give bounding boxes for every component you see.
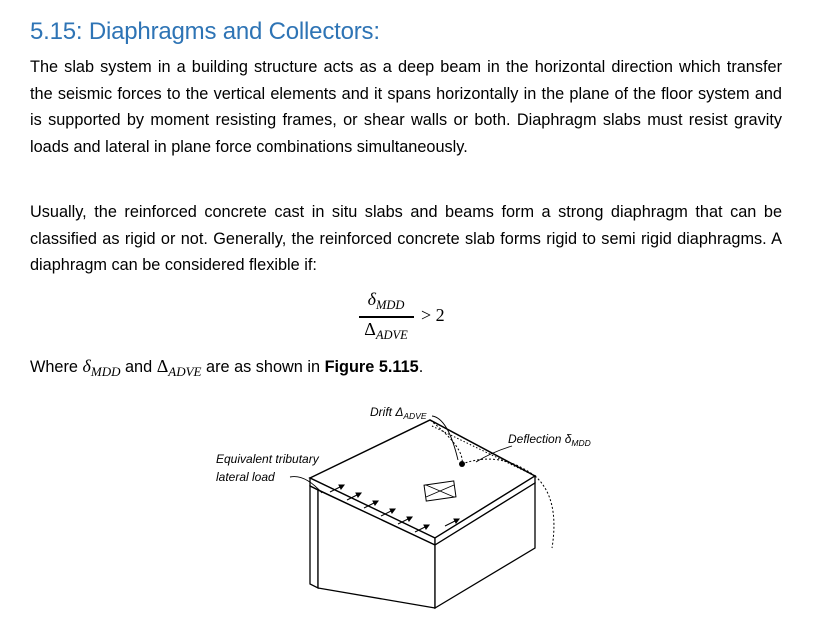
capital-delta-symbol: Δ [364,319,376,339]
section-heading [30,18,380,46]
formula-numerator [355,289,417,313]
deflected-shape-side [535,476,554,548]
where-line [30,356,423,380]
flexibility-formula [355,289,465,345]
deflection-label: Deflection $\delta_{MDD}$ [508,432,591,448]
where-suffix: are as shown in [201,358,325,376]
paragraph-slab-system: The slab system in a building structure acts as a deep beam in the horizontal direction which transfer the seismic forces to the vertical elements and it spans horizontally in the plane of the floor system and is supported by moment resisting frames, or shear walls or both. Diaphragm slabs must resist gravity loads and lateral in plane force combinations simultaneously. [30,58,782,156]
left-wall-edge [310,486,318,588]
drift-label: Drift $\Delta_{ADVE}$ [370,405,427,421]
figure-reference[interactable]: Figure 5.115 [324,358,419,376]
where-prefix: Where [30,358,83,376]
fraction-bar [359,316,414,318]
formula-relation: > 2 [421,305,445,325]
formula-denominator [355,319,417,343]
where-symbol-2: $\Delta_{ADVE}$ [156,356,202,379]
where-end: . [418,358,424,376]
section-number: 5.15: [30,18,83,45]
load-label-line-1: Equivalent tributary [216,452,319,466]
where-symbol-1: $\delta_{MDD}$ [82,356,121,379]
delta-symbol: δ [367,289,376,309]
formula-num-subscript: MDD [375,298,405,312]
where-mid: and [120,358,157,376]
diaphragm-figure [200,398,620,613]
mid-span-node [459,461,465,467]
load-label-line-2: lateral load [216,470,275,484]
paragraph-rigid-diaphragm: Usually, the reinforced concrete cast in situ slabs and beams form a strong diaphragm that can be classified as rigid or not. Generally, the reinforced concrete slab forms rigid to semi rigid diaphragms. A diaphragm can be considered flexible if: [30,203,782,274]
formula-den-subscript: ADVE [375,328,408,342]
section-title: Diaphragms and Collectors: [88,18,380,45]
